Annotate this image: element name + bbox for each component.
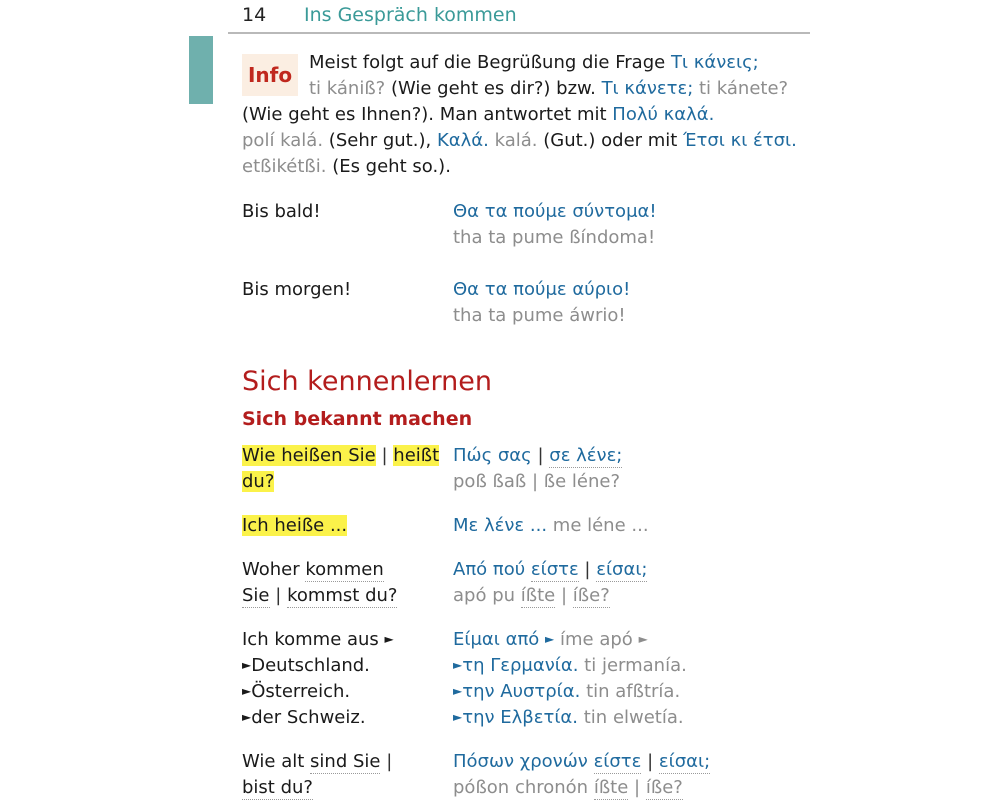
german-phrase [242,513,347,539]
greek-phrase [453,557,647,583]
transcription: me léne ... [552,515,649,536]
info-line-4 [242,128,797,154]
arrow-right-icon: ► [453,684,463,698]
separator: | [381,445,388,466]
greek-phrase: Θα τα πούμε αύριο! [453,279,631,300]
separator: | [531,471,539,492]
greek-phrase: Με λένε ... [453,515,548,536]
greek-phrase-line [453,627,648,654]
greek-part: είστε [530,559,579,580]
highlighted-text: Ich heiße ... [242,515,348,536]
greek-part: Πόσων χρονών [453,751,588,772]
highlighted-text: du? [242,471,275,492]
greek-part: είσαι; [596,559,648,580]
transcription-part: poß ßaß [453,471,527,492]
highlighted-text: Wie heißen Sie [242,445,376,466]
transcription [453,583,610,609]
greek-phrase: Είμαι από [453,629,540,650]
info-text: (Wie geht es dir?) bzw. [390,78,596,99]
german-part: bist du? [242,777,313,798]
info-text: (Es geht so.). [332,156,451,177]
transcription: kalá. [494,130,538,151]
transcription: tha ta pume ßíndoma! [453,227,656,248]
arrow-right-icon: ► [384,632,394,646]
greek-part: Πώς σας [453,445,532,466]
separator: | [560,585,568,606]
german-phrase-cont [242,469,274,495]
transcription-part: chronón [514,777,589,798]
arrow-right-icon: ► [242,658,252,672]
greek-phrase: την Αυστρία. [462,681,581,702]
greek-phrase: Τι κάνετε; [601,78,694,99]
german-phrase [242,749,392,775]
separator: | [275,585,282,606]
info-line-5 [242,154,451,180]
page-number: 14 [242,4,267,26]
section-subtitle: Sich bekannt machen [242,408,473,430]
arrow-right-icon: ► [453,658,463,672]
transcription: tha ta pume áwrio! [453,305,626,326]
header-rule [228,32,810,34]
arrow-right-icon: ► [453,710,463,724]
greek-part: είστε [593,751,642,772]
transcription: tin elwetía. [583,707,684,728]
info-line-3 [242,102,714,128]
arrow-right-icon: ► [242,710,252,724]
info-text: (Sehr gut.), [328,130,432,151]
country-name: Deutschland. [251,655,370,676]
running-title: Ins Gespräch kommen [304,4,517,26]
separator: | [647,751,654,772]
transcription: etßikétßi. [242,156,327,177]
german-part: kommst du? [287,585,398,606]
info-text: (Wie geht es Ihnen?). Man antwortet mit [242,104,607,125]
info-badge: Info [242,54,298,96]
country-de [242,653,370,680]
greek-phrase: την Ελβετία. [462,707,579,728]
section-title: Sich kennenlernen [242,366,492,397]
transcription: ti kániß? [309,78,386,99]
transcription: ti jermanía. [584,655,687,676]
transcription [453,469,620,495]
greek-phrase: Καλά. [436,130,489,151]
german-part: Woher [242,559,300,580]
german-part: sind Sie [310,751,381,772]
info-text: Meist folgt auf die Begrüßung die Frage [309,52,666,73]
arrow-right-icon: ► [545,632,555,646]
greek-phrase: Τι κάνεις; [670,52,759,73]
german-part: Sie [242,585,270,606]
transcription-part: íßte [593,777,629,798]
german-part: Ich komme aus [242,629,379,650]
country-de [242,679,350,706]
transcription-part: íße? [572,585,610,606]
country-de [242,705,366,732]
greek-phrase: Θα τα πούμε σύντομα! [453,201,657,222]
german-part: kommen [305,559,384,580]
separator: | [386,751,393,772]
arrow-right-icon: ► [638,632,648,646]
greek-part: Από πού [453,559,526,580]
transcription: ti kánete? [699,78,789,99]
separator: | [634,777,641,798]
transcription [453,775,683,801]
info-text: (Gut.) oder mit [543,130,678,151]
separator: | [537,445,544,466]
transcription: íme apó [560,629,633,650]
country-name: der Schweiz. [251,707,366,728]
transcription: tin afßtría. [586,681,681,702]
country-gr [453,705,684,732]
transcription: polí kalá. [242,130,324,151]
chapter-tab-marker [189,36,213,104]
german-phrase: Bis morgen! [242,279,352,300]
german-phrase: Bis bald! [242,201,321,222]
german-phrase-cont [242,583,397,609]
transcription-part: apó pu [453,585,516,606]
greek-part: σε λένε; [549,445,623,466]
greek-part: είσαι; [658,751,711,772]
greek-phrase: Πολύ καλά. [612,104,715,125]
country-gr [453,679,680,706]
greek-phrase-line [453,513,649,539]
country-gr [453,653,687,680]
transcription-part: íßte [520,585,556,606]
greek-phrase [453,749,710,775]
greek-phrase: τη Γερμανία. [462,655,579,676]
info-line-1 [309,50,759,76]
german-phrase [242,627,394,654]
german-phrase [242,443,439,469]
german-part: Wie alt [242,751,305,772]
greek-phrase: Έτσι κι έτσι. [683,130,797,151]
info-line-2 [309,76,788,102]
transcription-part: íße? [645,777,683,798]
german-phrase [242,557,384,583]
highlighted-text: heißt [393,445,440,466]
transcription-part: ße léne? [543,471,621,492]
arrow-right-icon: ► [242,684,252,698]
german-phrase-cont [242,775,313,801]
greek-phrase [453,443,622,469]
transcription-part: póßon [453,777,510,798]
separator: | [584,559,591,580]
country-name: Österreich. [251,681,351,702]
